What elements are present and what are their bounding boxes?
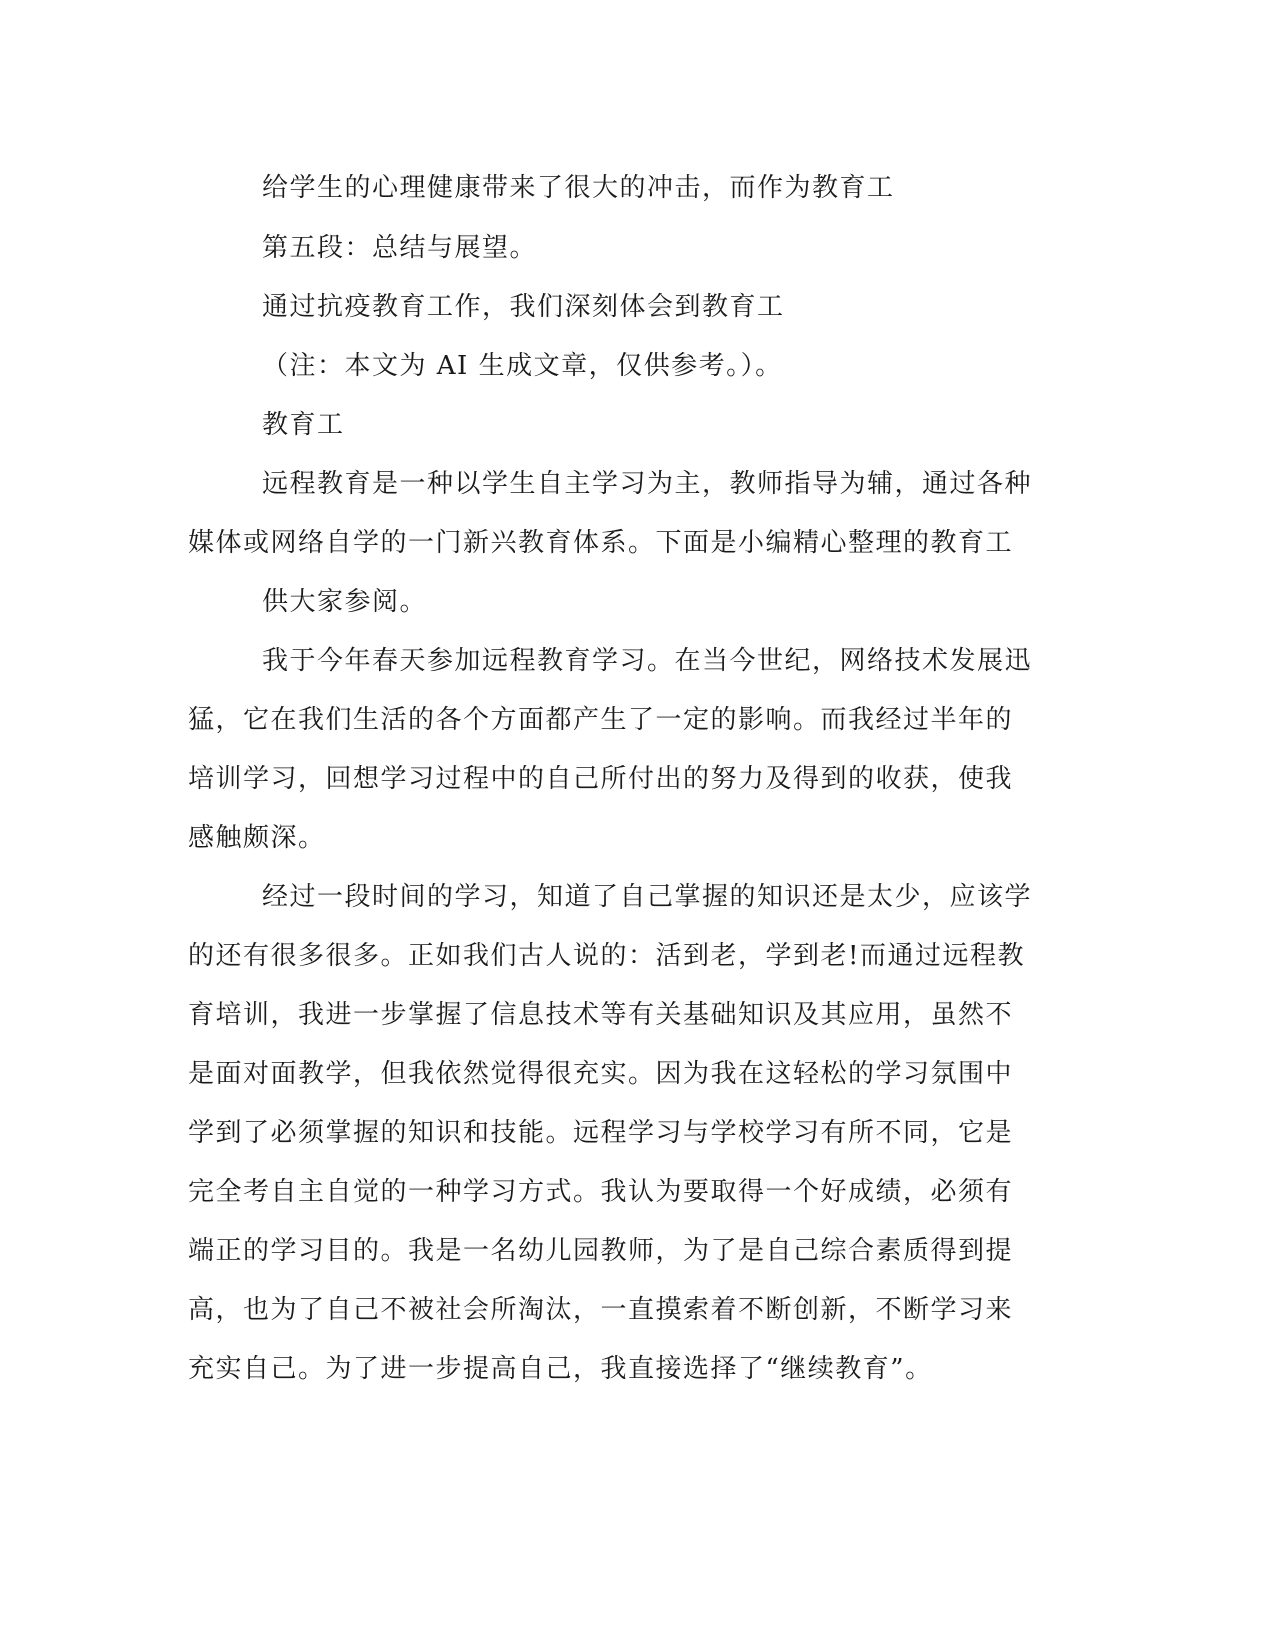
- paragraph-line: 培训学习，回想学习过程中的自己所付出的努力及得到的收获，使我: [188, 764, 1014, 794]
- paragraph-line: 供大家参阅。: [262, 587, 428, 617]
- paragraph-line: 我于今年春天参加远程教育学习。在当今世纪，网络技术发展迅: [262, 646, 1033, 676]
- paragraph-line: 完全考自主自觉的一种学习方式。我认为要取得一个好成绩，必须有: [188, 1177, 1014, 1207]
- paragraph-line: 是面对面教学，但我依然觉得很充实。因为我在这轻松的学习氛围中: [188, 1059, 1014, 1089]
- section-heading: 第五段：总结与展望。: [262, 233, 538, 263]
- note-line: （注：本文为 AI 生成文章，仅供参考。）。: [262, 351, 783, 381]
- paragraph-line: 高，也为了自己不被社会所淘汰，一直摸索着不断创新，不断学习来: [188, 1295, 1014, 1325]
- paragraph-line: 充实自己。为了进一步提高自己，我直接选择了“继续教育”。: [188, 1354, 933, 1384]
- paragraph-line: 感触颇深。: [188, 823, 326, 853]
- paragraph-line: 育培训，我进一步掌握了信息技术等有关基础知识及其应用，虽然不: [188, 1000, 1014, 1030]
- paragraph-line: 经过一段时间的学习，知道了自己掌握的知识还是太少，应该学: [262, 882, 1033, 912]
- paragraph-line: 猛，它在我们生活的各个方面都产生了一定的影响。而我经过半年的: [188, 705, 1014, 735]
- text-line: 给学生的心理健康带来了很大的冲击，而作为教育工: [262, 173, 895, 203]
- paragraph-line: 远程教育是一种以学生自主学习为主，教师指导为辅，通过各种: [262, 469, 1033, 499]
- paragraph-line: 学到了必须掌握的知识和技能。远程学习与学校学习有所不同，它是: [188, 1118, 1014, 1148]
- paragraph-line: 端正的学习目的。我是一名幼儿园教师，为了是自己综合素质得到提: [188, 1236, 1014, 1266]
- paragraph-line: 媒体或网络自学的一门新兴教育体系。下面是小编精心整理的教育工: [188, 528, 1014, 558]
- text-line: 教育工: [262, 410, 345, 440]
- text-line: 通过抗疫教育工作，我们深刻体会到教育工: [262, 292, 785, 322]
- paragraph-line: 的还有很多很多。正如我们古人说的：活到老，学到老!而通过远程教: [188, 941, 1025, 971]
